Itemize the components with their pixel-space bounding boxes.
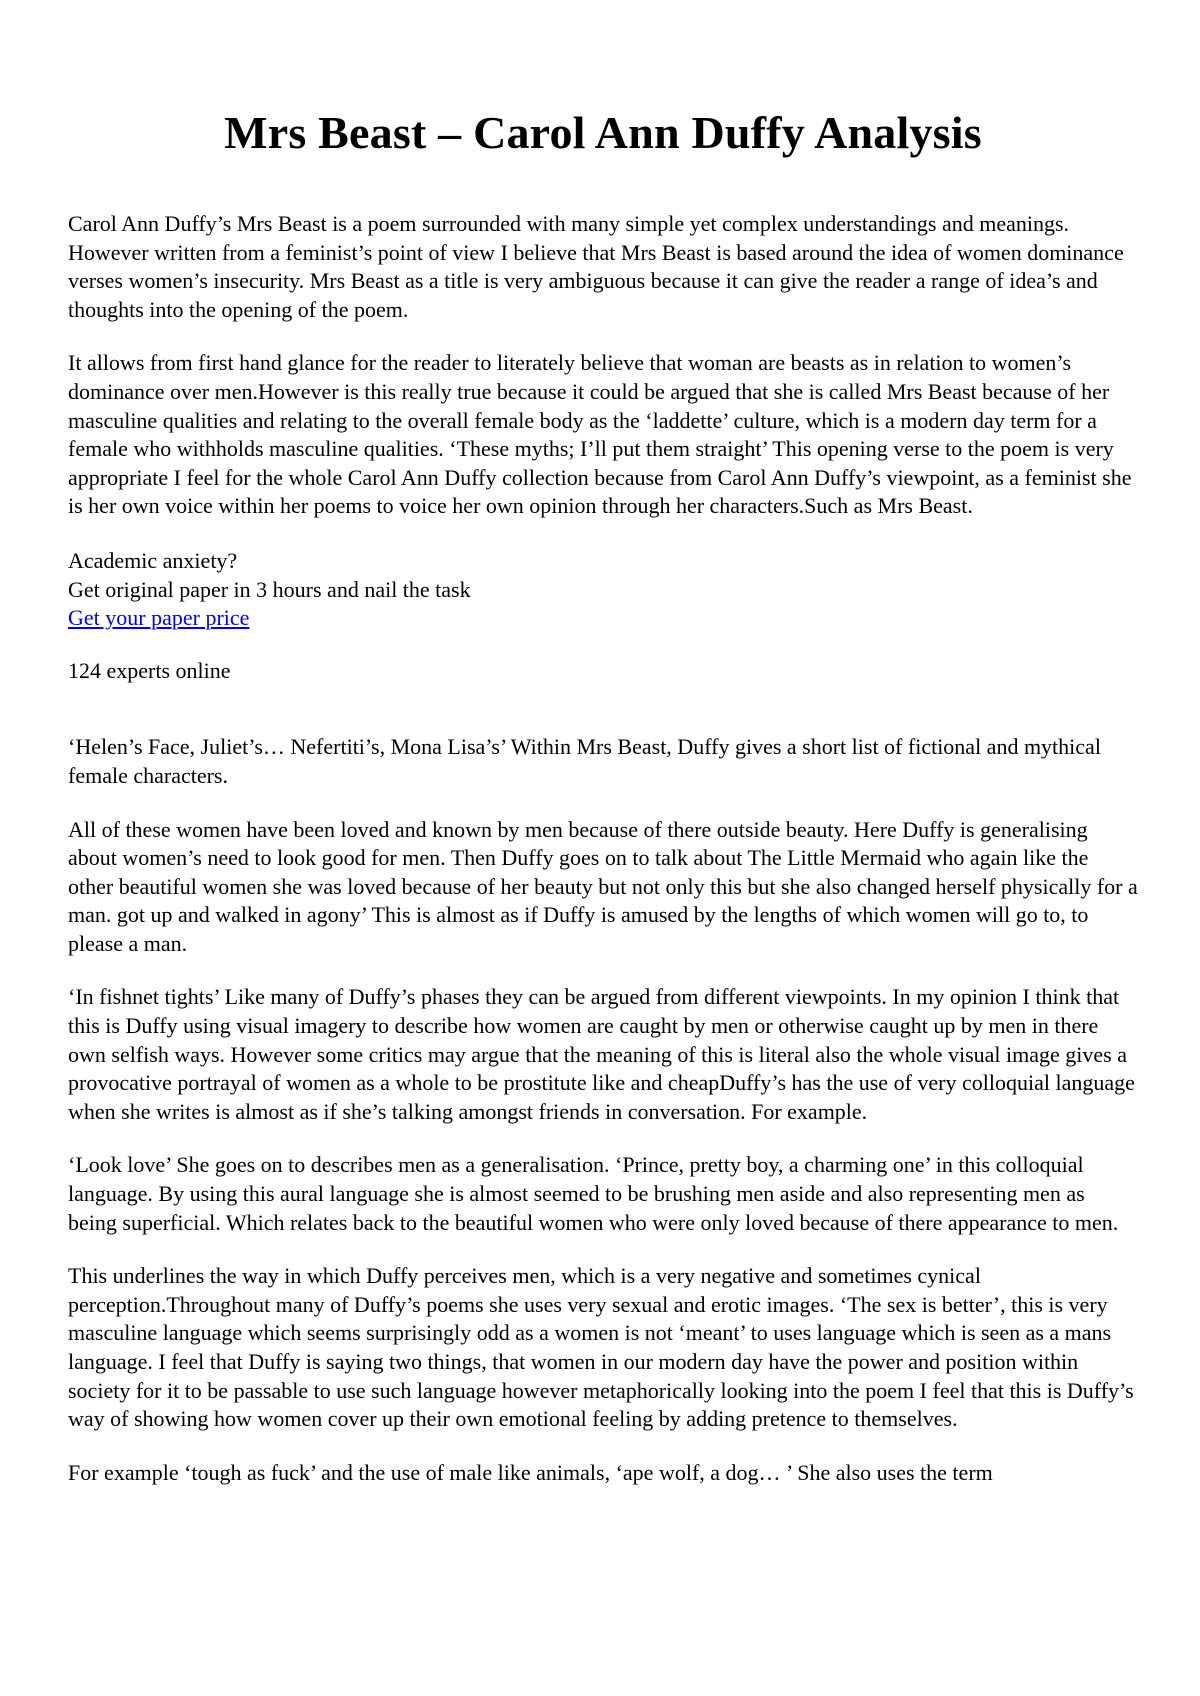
promo-headline: Academic anxiety? bbox=[68, 547, 238, 573]
promo-subline: Get original paper in 3 hours and nail the task bbox=[68, 576, 471, 602]
paragraph-tough: For example ‘tough as fuck’ and the use of male like animals, ‘ape wolf, a dog… ’ She also uses the term bbox=[68, 1459, 993, 1485]
experts-online-count: 124 experts online bbox=[68, 657, 231, 683]
paragraph-fishnet-tights: ‘In fishnet tights’ Like many of Duffy’s phases they can be argued from different viewpoints. In my opinion I think that this is Duffy using visual imagery to describe how women are caught by men or otherwise caught up by men in there own selfish ways. However some critics may argue that the meaning of this is literal also the whole visual image gives a provocative portrayal of women as a whole to be prostitute like and cheapDuffy’s has the use of very colloquial language when she writes is almost as if she’s talking amongst friends in conversation. For example. bbox=[68, 984, 1135, 1124]
document-page bbox=[68, 0, 1138, 1487]
paragraph-intro: Carol Ann Duffy’s Mrs Beast is a poem surrounded with many simple yet complex understandings and meanings. However written from a feminist’s point of view I believe that Mrs Beast is based around the idea of women dominance verses women’s insecurity. Mrs Beast as a title is very ambiguous because it can give the reader a range of idea’s and thoughts into the opening of the poem. bbox=[68, 211, 1124, 322]
paragraph-look-love: ‘Look love’ She goes on to describes men as a generalisation. ‘Prince, pretty boy, a charming one’ in this colloquial language. By using this aural language she is almost seemed to be brushing men aside and also representing men as being superficial. Which relates back to the beautiful women who were only loved because of there appearance to men. bbox=[68, 1152, 1119, 1235]
paragraph-helens-face: ‘Helen’s Face, Juliet’s… Nefertiti’s, Mona Lisa’s’ Within Mrs Beast, Duffy gives a short list of fictional and mythical female characters. bbox=[68, 734, 1101, 788]
promo-block bbox=[68, 547, 1138, 685]
paragraph-myths: It allows from first hand glance for the reader to literately believe that woman are beasts as in relation to women’s dominance over men.However is this really true because it could be argued that she is called Mrs Beast because of her masculine qualities and relating to the overall female body as the ‘laddette’ culture, which is a modern day term for a female who withholds masculine qualities. ‘These myths; I’ll put them straight’ This opening verse to the poem is very appropriate I feel for the whole Carol Ann Duffy collection because from Carol Ann Duffy’s viewpoint, as a feminist she is her own voice within her poems to voice her own opinion through her characters.Such as Mrs Beast. bbox=[68, 350, 1132, 519]
paragraph-perception: This underlines the way in which Duffy perceives men, which is a very negative and sometimes cynical perception.Throughout many of Duffy’s poems she uses very sexual and erotic images. ‘The sex is better’, this is very masculine language which seems surprisingly odd as a women is not ‘meant’ to uses language which is seen as a mans language. I feel that Duffy is saying two things, that women in our modern day have the power and position within society for it to be passable to use such language however metaphorically looking into the poem I feel that this is Duffy’s way of showing how women cover up their own emotional feeling by adding pretence to themselves. bbox=[68, 1263, 1134, 1432]
paragraph-outside-beauty: All of these women have been loved and known by men because of there outside beauty. Here Duffy is generalising about women’s need to look good for men. Then Duffy goes on to talk about The Little Mermaid who again like the other beautiful women she was loved because of her beauty but not only this but she also changed herself physically for a man. got up and walked in agony’ This is almost as if Duffy is amused by the lengths of which women will go to, to please a man. bbox=[68, 816, 1138, 956]
get-paper-price-link[interactable]: Get your paper price bbox=[68, 605, 250, 631]
page-title: Mrs Beast – Carol Ann Duffy Analysis bbox=[224, 107, 982, 158]
